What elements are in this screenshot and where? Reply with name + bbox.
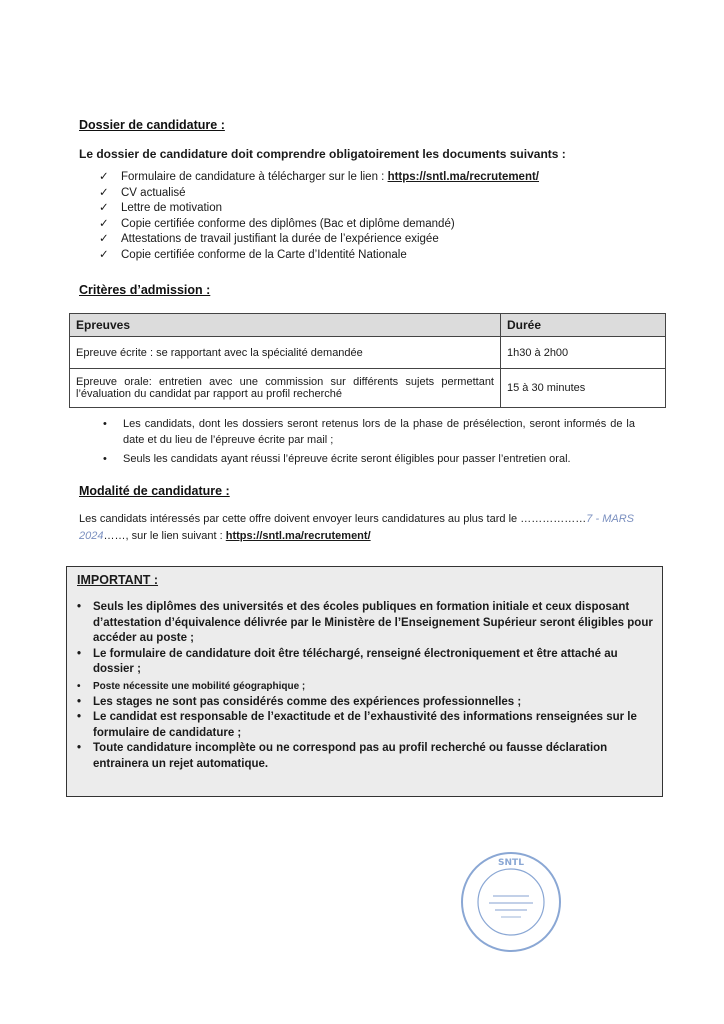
important-list bbox=[77, 600, 655, 772]
check-icon: ✓ bbox=[99, 217, 109, 230]
modalite-text: Les candidats intéressés par cette offre doivent envoyer leurs candidatures au plus tard le ………………7 - MARS 2024……, sur le lien suivant : https://sntl.ma/recrutement/ bbox=[79, 513, 634, 542]
column-header-duree: Durée bbox=[501, 314, 666, 337]
checklist-item: ✓ Formulaire de candidature à télécharger sur le lien : https://sntl.ma/recrutement/ bbox=[99, 170, 539, 186]
table-row bbox=[70, 337, 666, 369]
admission-table bbox=[69, 313, 666, 408]
list-item: • Seuls les candidats ayant réussi l’épreuve écrite seront éligibles pour passer l’entretien oral. bbox=[101, 451, 635, 467]
check-icon: ✓ bbox=[99, 171, 109, 183]
stamp-text: SNTL bbox=[498, 858, 524, 868]
check-icon: ✓ bbox=[99, 202, 109, 215]
column-header-epreuves: Epreuves bbox=[70, 314, 501, 337]
checklist-item: ✓ Copie certifiée conforme des diplômes (Bac et diplôme demandé) bbox=[99, 217, 539, 233]
table-row bbox=[70, 369, 666, 408]
table-cell: 15 à 30 minutes bbox=[501, 369, 666, 408]
list-item: • Les candidats, dont les dossiers seront retenus lors de la phase de présélection, seront informés de la date et du lieu de l’épreuve écrite par mail ; bbox=[101, 416, 635, 448]
list-item: • Toute candidature incomplète ou ne correspond pas au profil recherché ou fausse déclaration entrainera un rejet automatique. bbox=[77, 741, 655, 772]
dossier-heading: Dossier de candidature : bbox=[79, 118, 225, 132]
criteres-bullets bbox=[101, 416, 635, 467]
list-item: • Les stages ne sont pas considérés comme des expériences professionnelles ; bbox=[77, 695, 655, 711]
recruitment-link[interactable]: https://sntl.ma/recrutement/ bbox=[225, 530, 371, 542]
check-icon: ✓ bbox=[99, 233, 109, 246]
list-item: • Le formulaire de candidature doit être téléchargé, renseigné électroniquement et être attaché au dossier ; bbox=[77, 647, 655, 678]
official-stamp bbox=[459, 850, 563, 954]
check-icon: ✓ bbox=[99, 186, 109, 199]
list-item: • Le candidat est responsable de l’exactitude et de l’exhaustivité des informations renseignées sur le formulaire de candidature ; bbox=[77, 710, 655, 741]
criteres-heading: Critères d’admission : bbox=[79, 283, 211, 297]
important-title: IMPORTANT : bbox=[77, 573, 159, 587]
modalite-heading: Modalité de candidature : bbox=[79, 484, 230, 498]
dossier-intro: Le dossier de candidature doit comprendre obligatoirement les documents suivants : bbox=[79, 147, 566, 161]
document-checklist bbox=[99, 170, 539, 264]
checklist-item: ✓ CV actualisé bbox=[99, 186, 539, 202]
table-header-row bbox=[70, 314, 666, 337]
list-item: • Seuls les diplômes des universités et des écoles publiques en formation initiale et ceux disposant d’attestation d’équivalence délivrée par le Ministère de l’Enseignement Supérieur seront éligibles pour accéder au poste ; bbox=[77, 600, 655, 647]
checklist-item: ✓ Attestations de travail justifiant la durée de l’expérience exigée bbox=[99, 232, 539, 248]
important-box bbox=[66, 566, 663, 797]
stamp-inner-ring bbox=[478, 869, 544, 935]
table-cell: Epreuve orale: entretien avec une commission sur différents sujets permettant l’évaluation du candidat par rapport au profil recherché bbox=[70, 369, 501, 408]
checklist-item: ✓ Copie certifiée conforme de la Carte d’Identité Nationale bbox=[99, 248, 539, 264]
checklist-item: ✓ Lettre de motivation bbox=[99, 201, 539, 217]
list-item: • Poste nécessite une mobilité géographique ; bbox=[77, 678, 655, 695]
recruitment-link[interactable]: https://sntl.ma/recrutement/ bbox=[387, 171, 540, 183]
table-cell: 1h30 à 2h00 bbox=[501, 337, 666, 369]
check-icon: ✓ bbox=[99, 248, 109, 261]
deadline-date: 7 - MARS 2024 bbox=[79, 513, 634, 542]
table-cell: Epreuve écrite : se rapportant avec la spécialité demandée bbox=[70, 337, 501, 369]
